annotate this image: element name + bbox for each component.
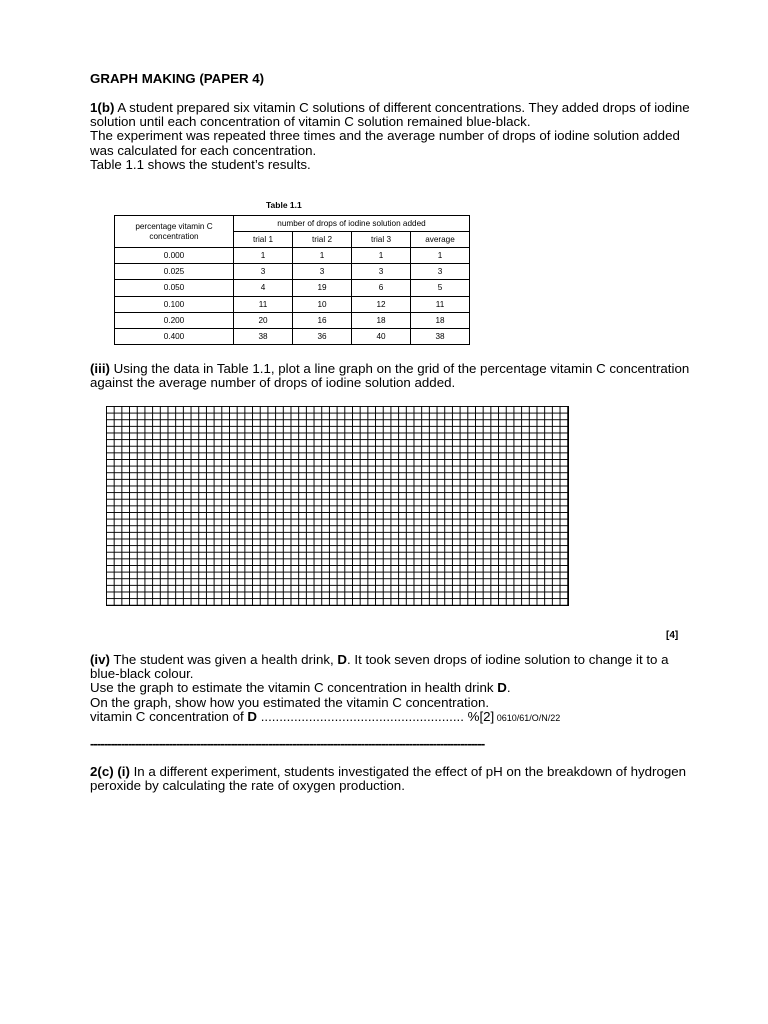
paper-reference: 0610/61/O/N/22 [494,712,561,723]
column-header: trial 3 [352,232,411,248]
column-header: average [411,232,470,248]
column-header: trial 2 [293,232,352,248]
question-2c-text: In a different experiment, students investigated the effect of pH on the breakdown of hydrogen peroxide by calculating the rate of oxygen production. [90,764,687,794]
drops-cell: 11 [234,296,293,312]
question-iii [90,362,690,390]
drops-cell: 6 [352,280,411,296]
concentration-cell: 0.200 [115,312,234,328]
drink-d-label: D [337,652,347,667]
drops-cell: 5 [411,280,470,296]
question-iv [90,653,690,725]
drops-cell: 1 [293,248,352,264]
section-divider: ------------------------------------------------------------------------------------------------------------------- [90,736,485,751]
drops-cell: 1 [352,248,411,264]
graph-grid[interactable] [106,406,569,606]
question-iv-line2-end: . [506,680,511,696]
drops-cell: 36 [293,328,352,344]
concentration-cell: 0.100 [115,296,234,312]
drops-cell: 4 [234,280,293,296]
column-header: trial 1 [234,232,293,248]
question-iv-text-a: The student was given a health drink, [109,652,338,667]
concentration-header: percentage vitamin C concentration [115,216,234,248]
drops-cell: 18 [411,312,470,328]
drops-cell: 3 [352,264,411,280]
table-caption: Table 1.1 [266,200,302,210]
drops-cell: 40 [352,328,411,344]
question-iii-label: (iii) [90,361,110,376]
question-1b-repeat-text: The experiment was repeated three times and the average number of drops of iodine solution added was calculated for each concentration. [90,128,680,158]
drops-group-header: number of drops of iodine solution added [234,216,470,232]
table-body [115,248,470,345]
drops-cell: 19 [293,280,352,296]
drops-cell: 1 [411,248,470,264]
table-row [115,328,470,344]
drops-cell: 3 [411,264,470,280]
drops-cell: 3 [234,264,293,280]
answer-marks: %[2] [463,708,495,724]
question-2c-label: 2(c) (i) [90,764,130,779]
concentration-cell: 0.000 [115,248,234,264]
drops-cell: 16 [293,312,352,328]
question-iv-label: (iv) [90,652,110,667]
drops-cell: 3 [293,264,352,280]
table-row [115,280,470,296]
page-title: GRAPH MAKING (PAPER 4) [90,71,265,86]
drops-cell: 1 [234,248,293,264]
table-row [115,296,470,312]
table-row [115,264,470,280]
question-1b-table-ref: Table 1.1 shows the student’s results. [90,156,311,172]
question-iv-line2: Use the graph to estimate the vitamin C concentration in health drink [90,680,498,696]
question-iv-line3: On the graph, show how you estimated the vitamin C concentration. [90,694,490,710]
concentration-cell: 0.025 [115,264,234,280]
table-row [115,312,470,328]
results-table [114,215,470,345]
drops-cell: 10 [293,296,352,312]
drink-d-label: D [497,680,507,696]
question-2c [90,765,690,793]
drops-cell: 38 [234,328,293,344]
concentration-cell: 0.050 [115,280,234,296]
concentration-cell: 0.400 [115,328,234,344]
question-1b-text: A student prepared six vitamin C solutions of different concentrations. They added drops of iodine solution until each concentration of vitamin C solution remained blue-black. [90,100,690,130]
drops-cell: 12 [352,296,411,312]
drops-cell: 20 [234,312,293,328]
drops-cell: 11 [411,296,470,312]
question-iv-text-b: . It took seven drops of iodine solution to change it to a blue-black colour. [90,652,669,682]
question-1b [90,101,690,172]
answer-line[interactable]: ....................................................... [257,708,464,724]
question-1b-label: 1(b) [90,100,115,115]
table-row [115,248,470,264]
drops-cell: 18 [352,312,411,328]
drops-cell: 38 [411,328,470,344]
drink-d-label: D [247,708,258,724]
answer-label: vitamin C concentration of [90,708,248,724]
question-iii-text: Using the data in Table 1.1, plot a line graph on the grid of the percentage vitamin C concentration against the average number of drops of iodine solution added. [90,361,690,391]
marks-iii: [4] [666,630,679,641]
